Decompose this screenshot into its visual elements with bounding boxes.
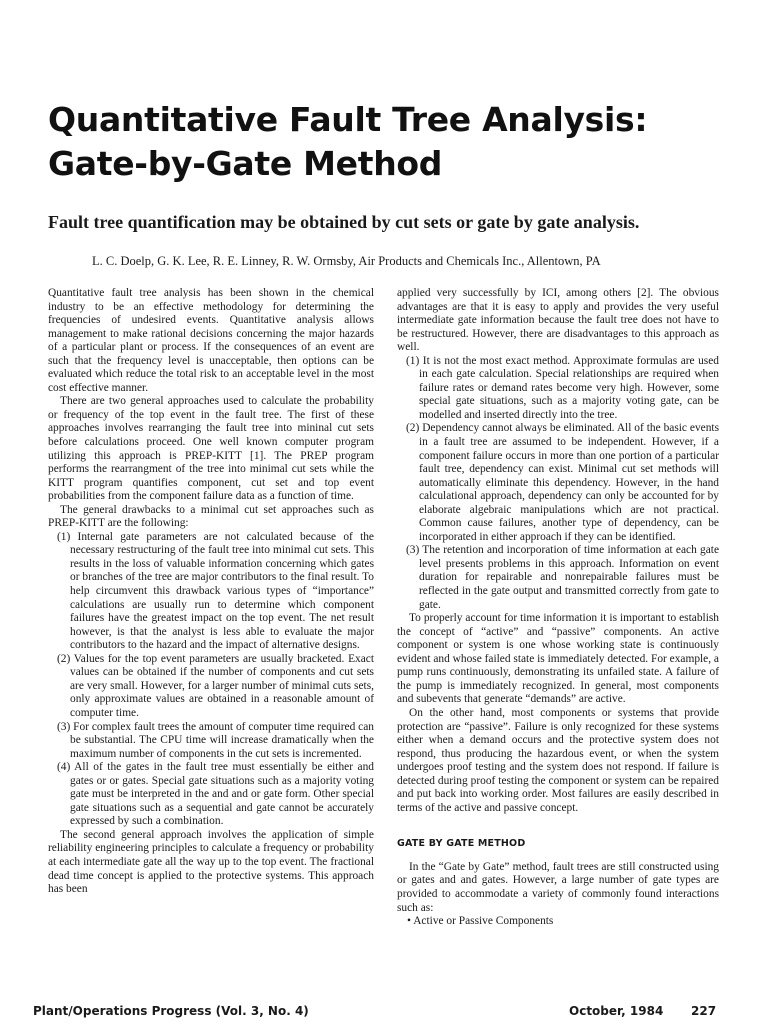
article-subtitle: Fault tree quantification may be obtained by cut sets or gate by gate analysis.: [48, 212, 640, 232]
paragraph: To properly account for time information it is important to establish the concept of “active” and “passive” components. An active component or system is one whose working state is continuously evident and whose failed state is immediately detected. For example, a pump runs continuously, demonstrating its unfailed state. A failure of the pump is immediately recognized. In general, most components and subevents that generate “demands” are active.: [397, 612, 719, 706]
paragraph: On the other hand, most components or systems that provide protection are “passive”. Failure is only recognized for these systems either when a demand occurs and the protective system does not respond, thus producing the hazardous event, or when the system undergoes proof testing and the system does not respond. If failure is detected during proof testing the component or system can be repaired and put back into working order. Most failures are easily described in terms of the active and passive concept.: [397, 706, 719, 814]
paragraph: applied very successfully by ICI, among others [2]. The obvious advantages are that it is easy to apply and provides the very useful intermediate gate information because the fault tree does not have to be restructured. However, there are disadvantages to this approach as well.: [397, 287, 719, 354]
paragraph: In the “Gate by Gate” method, fault trees are still constructed using or gates and and gates. However, a large number of gate types are provided to accommodate a variety of commonly found interactions such as:: [397, 860, 719, 914]
list-item: (4) All of the gates in the fault tree must essentially be either and gates or or gates. Special gate situations such as a majority voting gate must be interpreted in the and and or gate form. Other special gate situations such as a sequential and gate cannot be accurately expressed by such a combination.: [57, 761, 374, 828]
list-item: (3) For complex fault trees the amount of computer time required can be substantial. The CPU time will increase dramatically when the maximum number of components in the cut sets is incremented.: [57, 720, 374, 760]
section-heading: GATE BY GATE METHOD: [397, 838, 526, 850]
journal-citation: Plant/Operations Progress (Vol. 3, No. 4): [33, 1004, 309, 1018]
right-column: [397, 287, 719, 929]
left-column: [48, 287, 374, 897]
list-item: (1) Internal gate parameters are not calculated because of the necessary restructuring of the fault tree into minimal cut sets. This results in the loss of valuable information concerning which gates or branches of the tree are major contributors to the final result. To help circumvent this drawback various types of “importance” calculations are usually run to determine which component failures have the greatest impact on the top event. The net result however, is that the analyst is less able to evaluate the major contributors to the hazard and the impact of alternative designs.: [57, 530, 374, 652]
paragraph: The second general approach involves the application of simple reliability engineering principles to calculate a frequency or probability at each intermediate gate all the way up to the top event. The fractional dead time concept is applied to the protective systems. This approach has been: [48, 828, 374, 896]
list-item: (2) Dependency cannot always be eliminated. All of the basic events in a fault tree are assumed to be independent. However, if a component failure occurs in more than one portion of a particular fault tree, dependency can exist. Minimal cut set methods will automatically eliminate this dependency. However, in the hand calculational approach, dependency can only be accounted for by elaborate algebraic manipulations which are not practical. Common cause failures, another type of dependency, can be incorporated in either approach if they can be identified.: [406, 422, 719, 543]
list-item: (3) The retention and incorporation of time information at each gate level presents problems in this approach. Information on event duration for repairable and nonrepairable failures must be reflected in the gate output and transmitted correctly from gate to gate.: [406, 544, 719, 611]
page-number: 227: [691, 1004, 717, 1018]
paragraph: There are two general approaches used to calculate the probability or frequency of the top event in the fault tree. The first of these approaches involves rearranging the fault tree into mininal cut sets before calculations proceed. One well known computer program utilizing this approach is PREP-KITT [1]. The PREP program performs the rearrangment of the tree into minimal cut sets while the KITT program quantifies component, cut set and top event probabilities from the component failure data as a function of time.: [48, 395, 374, 503]
bullet-item: • Active or Passive Components: [407, 915, 554, 928]
author-line: L. C. Doelp, G. K. Lee, R. E. Linney, R. W. Ormsby, Air Products and Chemicals Inc., Allentown, PA: [92, 254, 601, 268]
paragraph: Quantitative fault tree analysis has been shown in the chemical industry to be an effective methodology for determining the frequencies of undesired events. Quantitative analysis allows management to make rational decisions concerning the major hazards of a particular plant or process. If the consequences of an event are such that the frequency level is unacceptable, then options can be evaluated which reduce the total risk to an acceptable level in the most cost effective manner.: [48, 287, 374, 394]
article-title: [48, 98, 728, 186]
issue-date: October, 1984: [569, 1004, 664, 1018]
title-line-1: Quantitative Fault Tree Analysis:: [48, 100, 648, 139]
list-item: (2) Values for the top event parameters are usually bracketed. Exact values can be obtained if the number of components and cut sets are very small. However, for a larger number of minimal cuts sets, only approximate values are obtained in a reasonable amount of computer time.: [57, 652, 374, 719]
title-line-2: Gate-by-Gate Method: [48, 144, 443, 183]
paragraph: The general drawbacks to a minimal cut set approaches such as PREP-KITT are the following:: [48, 503, 374, 530]
list-item: (1) It is not the most exact method. Approximate formulas are used in each gate calculation. Special relationships are required when failure rates or demand rates become very high. However, some special gate situations, such as a majority voting gate, can be modelled and inserted directly into the tree.: [406, 354, 719, 421]
